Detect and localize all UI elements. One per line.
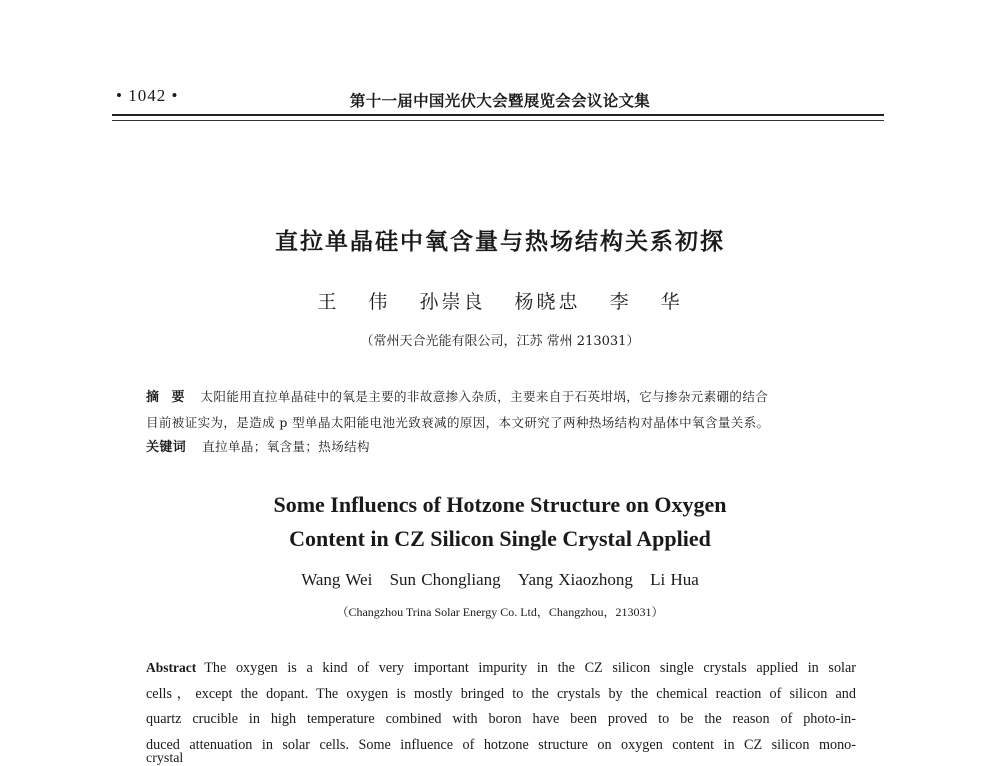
header-rule-thick xyxy=(112,114,884,116)
english-title-line: Some Influencs of Hotzone Structure on Oxygen xyxy=(273,492,727,517)
chinese-abstract-line xyxy=(146,384,862,410)
chinese-author: 杨晓忠 xyxy=(514,291,581,313)
chinese-abstract-text: 太阳能用直拉单晶硅中的氧是主要的非故意掺入杂质，主要来自于石英坩埚，它与掺杂元素硼的结合 xyxy=(200,389,769,404)
running-title: 第十一届中国光伏大会暨展览会会议论文集 xyxy=(349,92,651,110)
chinese-keywords xyxy=(146,436,370,455)
chinese-keywords-text: 直拉单晶；氧含量；热场结构 xyxy=(202,439,370,454)
english-abstract-line: duced attenuation in solar cells. Some influence of hotzone structure on oxygen content in CZ silicon mono- xyxy=(146,736,856,753)
chinese-author: 孙崇良 xyxy=(419,291,486,313)
chinese-title: 直拉单晶硅中氧含量与热场结构关系初探 xyxy=(275,229,725,255)
english-author: Li Hua xyxy=(650,570,699,589)
chinese-affiliation: （常州天合光能有限公司，江苏 常州 213031） xyxy=(360,334,640,349)
chinese-author: 王 伟 xyxy=(317,291,391,313)
chinese-abstract xyxy=(146,384,862,435)
chinese-abstract-line: 目前被证实为，是造成 p 型单晶太阳能电池光致衰减的原因，本文研究了两种热场结构对晶体中氧含量关系。 xyxy=(146,415,770,430)
english-author: Wang Wei xyxy=(301,570,373,589)
english-affiliation: （Changzhou Trina Solar Energy Co. Ltd，Changzhou，213031） xyxy=(336,605,664,619)
chinese-authors xyxy=(0,287,1000,314)
english-abstract-line: cells，except the dopant. The oxygen is mostly bringed to the crystals by the chemical reaction of silicon and xyxy=(146,685,856,702)
english-abstract-label: Abstract xyxy=(146,660,197,675)
english-abstract-text: The oxygen is a kind of very important impurity in the CZ silicon single crystals applied in solar xyxy=(204,660,856,676)
english-abstract-cut-line: crystal xyxy=(146,751,184,766)
english-authors xyxy=(0,570,1000,590)
chinese-author: 李 华 xyxy=(609,291,683,313)
english-author: Sun Chongliang xyxy=(389,570,501,589)
english-abstract-line: quartz crucible in high temperature combined with boron have been proved to be the reason of photo-in- xyxy=(146,711,856,727)
english-title xyxy=(0,488,1000,556)
english-author: Yang Xiaozhong xyxy=(517,570,633,589)
page-number: • 1042 • xyxy=(116,86,179,105)
chinese-abstract-label: 摘 要 xyxy=(146,390,189,405)
header-rule-thin xyxy=(112,120,884,121)
chinese-keywords-label: 关键词 xyxy=(146,440,187,455)
english-abstract-line xyxy=(146,655,856,682)
english-abstract xyxy=(146,655,856,766)
english-title-line: Content in CZ Silicon Single Crystal Applied xyxy=(289,526,711,551)
